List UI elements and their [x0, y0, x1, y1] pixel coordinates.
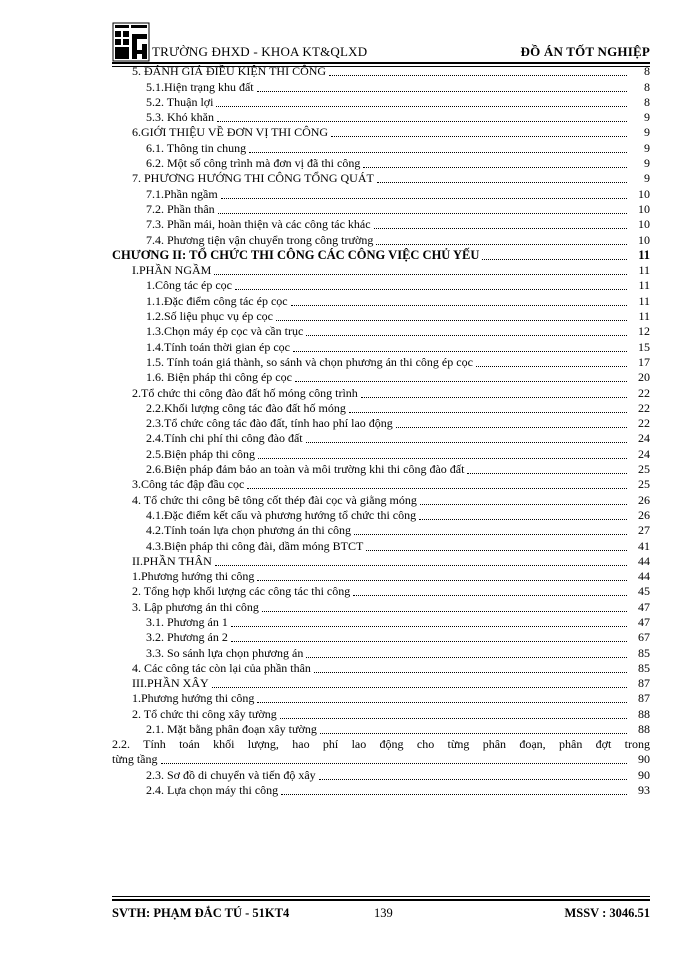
toc-entry	[112, 140, 650, 155]
toc-entry	[112, 309, 650, 324]
toc-entry-title: 2.3. Sơ đồ di chuyển và tiến độ xây	[146, 767, 316, 782]
toc-entry	[112, 446, 650, 461]
toc-entry	[112, 263, 650, 278]
toc-entry-page: 22	[638, 416, 650, 431]
toc-entry	[112, 64, 650, 79]
toc-dot-leader	[420, 503, 627, 505]
toc-dot-leader	[231, 625, 627, 627]
toc-entry-title-continued: từng tầng	[112, 752, 158, 767]
toc-dot-leader	[281, 793, 627, 795]
toc-dot-leader	[293, 350, 627, 352]
toc-dot-leader	[217, 120, 627, 122]
toc-entry	[112, 691, 650, 706]
footer-student-name: SVTH: PHẠM ĐẮC TÚ - 51KT4	[112, 906, 290, 920]
toc-entry-page: 88	[638, 706, 650, 721]
toc-entry-title: 4.3.Biện pháp thi công đài, dầm móng BTCT	[146, 538, 364, 553]
toc-dot-leader	[161, 762, 628, 764]
toc-dot-leader	[419, 518, 627, 520]
toc-entry-page: 85	[638, 645, 650, 660]
toc-entry-title: I.PHẦN NGẦM	[132, 263, 212, 278]
toc-entry-page: 90	[638, 767, 650, 782]
toc-entry-page: 15	[638, 339, 650, 354]
toc-entry-title: 3.2. Phương án 2	[146, 630, 228, 645]
toc-entry-page: 85	[638, 660, 650, 675]
toc-entry-page: 44	[638, 569, 650, 584]
toc-entry	[112, 554, 650, 569]
toc-entry-title: 3.1. Phương án 1	[146, 614, 228, 629]
toc-entry-title: 5. ĐÁNH GIÁ ĐIỀU KIỆN THI CÔNG	[132, 64, 327, 79]
toc-entry-page: 12	[638, 324, 650, 339]
toc-entry-page: 24	[638, 431, 650, 446]
toc-entry-page: 8	[644, 79, 650, 94]
toc-dot-leader	[329, 74, 627, 76]
toc-entry-title: 5.2. Thuận lợi	[146, 94, 214, 109]
footer-rule	[112, 899, 650, 901]
toc-dot-leader	[353, 594, 627, 596]
toc-dot-leader	[216, 105, 627, 107]
toc-entry	[112, 538, 650, 553]
toc-entry-title: 5.1.Hiện trạng khu đất	[146, 79, 254, 94]
footer-rule-thin	[112, 896, 650, 897]
toc-entry-title: 2. Tổng hợp khối lượng các công tác thi công	[132, 584, 351, 599]
toc-entry-page: 26	[638, 507, 650, 522]
toc-entry-title: 1.4.Tính toán thời gian ép cọc	[146, 339, 290, 354]
toc-entry-title: III.PHẦN XÂY	[132, 676, 209, 691]
toc-entry	[112, 508, 650, 523]
toc-entry	[112, 202, 650, 217]
toc-entry	[112, 416, 650, 431]
toc-entry-page: 10	[638, 217, 650, 232]
toc-dot-leader	[314, 671, 627, 673]
toc-dot-leader	[354, 533, 627, 535]
toc-entry-page: 11	[638, 293, 650, 308]
toc-entry	[112, 477, 650, 492]
toc-entry	[112, 355, 650, 370]
toc-dot-leader	[295, 380, 627, 382]
toc-entry-page: 10	[638, 186, 650, 201]
toc-entry-title: 2.3.Tổ chức công tác đào đất, tính hao phí lao động	[146, 416, 393, 431]
page-header	[112, 12, 650, 64]
toc-entry-page: 8	[644, 64, 650, 79]
toc-entry	[112, 767, 650, 782]
toc-entry-title: 1.6. Biện pháp thi công ép cọc	[146, 370, 292, 385]
toc-dot-leader	[247, 487, 627, 489]
toc-entry-title: 6.GIỚI THIỆU VỀ ĐƠN VỊ THI CÔNG	[132, 125, 329, 140]
toc-entry-page: 90	[638, 752, 650, 767]
toc-entry-page: 22	[638, 400, 650, 415]
toc-entry-title: 4.2.Tính toán lựa chọn phương án thi công	[146, 523, 351, 538]
toc-chapter-entry	[112, 248, 650, 263]
toc-entry	[112, 584, 650, 599]
toc-entry	[112, 125, 650, 140]
toc-entry-title: 2.4. Lựa chọn máy thi công	[146, 782, 279, 797]
toc-entry	[112, 186, 650, 201]
toc-entry	[112, 492, 650, 507]
toc-dot-leader	[235, 288, 627, 290]
toc-dot-leader	[366, 549, 627, 551]
toc-entry	[112, 431, 650, 446]
toc-entry-page: 11	[638, 309, 650, 324]
toc-dot-leader	[361, 396, 627, 398]
toc-entry-title: 2. Tổ chức thi công xây tường	[132, 706, 277, 721]
toc-dot-leader	[257, 579, 627, 581]
table-of-contents	[112, 64, 650, 798]
toc-entry-title: 7. PHƯƠNG HƯỚNG THI CÔNG TỔNG QUÁT	[132, 171, 374, 186]
toc-entry-page: 67	[638, 630, 650, 645]
toc-entry-page: 11	[638, 278, 650, 293]
toc-dot-leader	[306, 441, 627, 443]
header-school-title: TRƯỜNG ĐHXD - KHOA KT&QLXD	[152, 44, 368, 59]
toc-entry-title: II.PHẦN THÂN	[132, 553, 212, 568]
toc-entry	[112, 661, 650, 676]
toc-entry-title: 4. Các công tác còn lại của phần thân	[132, 660, 311, 675]
toc-entry-title: 2.6.Biện pháp đảm bảo an toàn và môi trường khi thi công đào đất	[146, 462, 465, 477]
toc-entry-title: 7.3. Phần mái, hoàn thiện và các công tác khác	[146, 217, 371, 232]
toc-dot-leader	[258, 457, 627, 459]
toc-entry	[112, 232, 650, 247]
toc-entry-page: 9	[644, 110, 650, 125]
toc-entry-page: 87	[638, 691, 650, 706]
toc-dot-leader	[331, 135, 627, 137]
toc-entry	[112, 783, 650, 798]
toc-entry	[112, 569, 650, 584]
toc-entry-title: 3.3. So sánh lựa chọn phương án	[146, 645, 304, 660]
toc-entry	[112, 217, 650, 232]
toc-dot-leader	[377, 181, 627, 183]
toc-entry-title: 2.2. Tính toán khối lượng, hao phí lao động cho từng phân đoạn, phân đợt trong	[112, 737, 650, 752]
toc-dot-leader	[221, 197, 627, 199]
footer-student-id: MSSV : 3046.51	[564, 906, 650, 920]
toc-entry-wrapped	[112, 737, 650, 767]
toc-entry-title: 3.Công tác đập đầu cọc	[132, 477, 245, 492]
toc-dot-leader	[374, 227, 627, 229]
toc-entry-title: 2.4.Tính chi phí thi công đào đất	[146, 431, 303, 446]
toc-entry	[112, 523, 650, 538]
toc-dot-leader	[306, 656, 627, 658]
toc-entry	[112, 676, 650, 691]
toc-entry-page: 47	[638, 599, 650, 614]
toc-entry-page: 8	[644, 94, 650, 109]
toc-entry	[112, 401, 650, 416]
toc-entry-page: 45	[638, 584, 650, 599]
toc-entry-title: 3. Lập phương án thi công	[132, 599, 259, 614]
toc-entry-title: 4.1.Đặc điểm kết cấu và phương hướng tổ chức thi công	[146, 507, 417, 522]
toc-entry	[112, 722, 650, 737]
toc-dot-leader	[262, 610, 627, 612]
toc-entry	[112, 630, 650, 645]
toc-dot-leader	[363, 166, 627, 168]
toc-entry-title: 2.1. Mặt bằng phân đoạn xây tường	[146, 722, 317, 737]
toc-entry-title: 1.2.Số liệu phục vụ ép cọc	[146, 309, 273, 324]
toc-dot-leader	[212, 686, 627, 688]
toc-entry-page: 25	[638, 462, 650, 477]
toc-entry-title: 4. Tổ chức thi công bê tông cốt thép đài cọc và giằng móng	[132, 492, 417, 507]
toc-entry	[112, 95, 650, 110]
toc-entry-title: 7.1.Phần ngầm	[146, 186, 218, 201]
toc-dot-leader	[280, 717, 627, 719]
toc-entry-page: 88	[638, 722, 650, 737]
toc-entry-title: 2.Tổ chức thi công đào đất hố móng công trình	[132, 385, 358, 400]
toc-dot-leader	[376, 243, 627, 245]
toc-dot-leader	[214, 273, 627, 275]
header-document-title: ĐỒ ÁN TỐT NGHIỆP	[520, 44, 650, 59]
toc-entry-title: 7.4. Phương tiện vận chuyển trong công trường	[146, 232, 374, 247]
university-logo-icon	[112, 22, 150, 62]
toc-dot-leader	[257, 701, 627, 703]
toc-entry	[112, 706, 650, 721]
toc-dot-leader	[320, 732, 627, 734]
toc-entry-title: 1.5. Tính toán giá thành, so sánh và chọn phương án thi công ép cọc	[146, 354, 473, 369]
toc-dot-leader	[215, 564, 627, 566]
toc-entry	[112, 324, 650, 339]
toc-entry-continuation	[112, 752, 650, 767]
toc-entry-page: 9	[644, 140, 650, 155]
toc-entry-page: 20	[638, 370, 650, 385]
toc-entry-title: 1.3.Chọn máy ép cọc và cần trục	[146, 324, 304, 339]
toc-entry-page: 10	[638, 201, 650, 216]
toc-dot-leader	[231, 640, 627, 642]
footer-page-number: 139	[374, 906, 393, 920]
toc-entry	[112, 156, 650, 171]
toc-entry-title: CHƯƠNG II: TỔ CHỨC THI CÔNG CÁC CÔNG VIỆC CHỦ YẾU	[112, 247, 480, 262]
toc-entry-page: 26	[638, 492, 650, 507]
toc-entry-page: 17	[638, 354, 650, 369]
toc-entry	[112, 370, 650, 385]
toc-entry-page: 10	[638, 232, 650, 247]
toc-entry	[112, 615, 650, 630]
toc-entry-title: 2.5.Biện pháp thi công	[146, 446, 255, 461]
toc-dot-leader	[319, 778, 627, 780]
toc-dot-leader	[467, 472, 627, 474]
toc-entry-page: 25	[638, 477, 650, 492]
toc-entry-title: 1.1.Đặc điểm công tác ép cọc	[146, 293, 288, 308]
toc-entry-title: 1.Phương hướng thi công	[132, 569, 255, 584]
toc-dot-leader	[482, 258, 627, 260]
toc-entry-title: 5.3. Khó khăn	[146, 110, 214, 125]
toc-entry-page: 47	[638, 614, 650, 629]
toc-entry-page: 22	[638, 385, 650, 400]
toc-dot-leader	[291, 304, 627, 306]
toc-entry-page: 27	[638, 523, 650, 538]
toc-dot-leader	[306, 334, 627, 336]
toc-entry	[112, 599, 650, 614]
toc-entry	[112, 79, 650, 94]
toc-dot-leader	[349, 411, 627, 413]
toc-entry-page: 24	[638, 446, 650, 461]
toc-entry-page: 9	[644, 156, 650, 171]
toc-entry-page: 87	[638, 676, 650, 691]
toc-entry-page: 9	[644, 125, 650, 140]
toc-dot-leader	[276, 319, 627, 321]
toc-entry	[112, 645, 650, 660]
toc-entry	[112, 293, 650, 308]
toc-dot-leader	[249, 151, 627, 153]
toc-entry-title: 1.Phương hướng thi công	[132, 691, 255, 706]
toc-entry	[112, 278, 650, 293]
toc-dot-leader	[257, 90, 627, 92]
toc-entry-page: 9	[644, 171, 650, 186]
toc-dot-leader	[476, 365, 627, 367]
toc-entry-page: 44	[638, 553, 650, 568]
toc-entry	[112, 339, 650, 354]
toc-entry-title: 7.2. Phần thân	[146, 201, 215, 216]
toc-entry-page: 93	[638, 782, 650, 797]
toc-entry-title: 2.2.Khối lượng công tác đào đất hố móng	[146, 400, 346, 415]
toc-entry-page: 11	[638, 263, 650, 278]
toc-entry-title: 1.Công tác ép cọc	[146, 278, 232, 293]
toc-entry-title: 6.2. Một số công trình mà đơn vị đã thi công	[146, 156, 361, 171]
toc-entry	[112, 110, 650, 125]
toc-entry	[112, 385, 650, 400]
toc-entry	[112, 462, 650, 477]
toc-entry	[112, 171, 650, 186]
toc-entry-page: 11	[638, 247, 650, 262]
toc-dot-leader	[396, 426, 627, 428]
toc-dot-leader	[218, 212, 627, 214]
toc-entry-title: 6.1. Thông tin chung	[146, 140, 247, 155]
toc-entry-page: 41	[638, 538, 650, 553]
